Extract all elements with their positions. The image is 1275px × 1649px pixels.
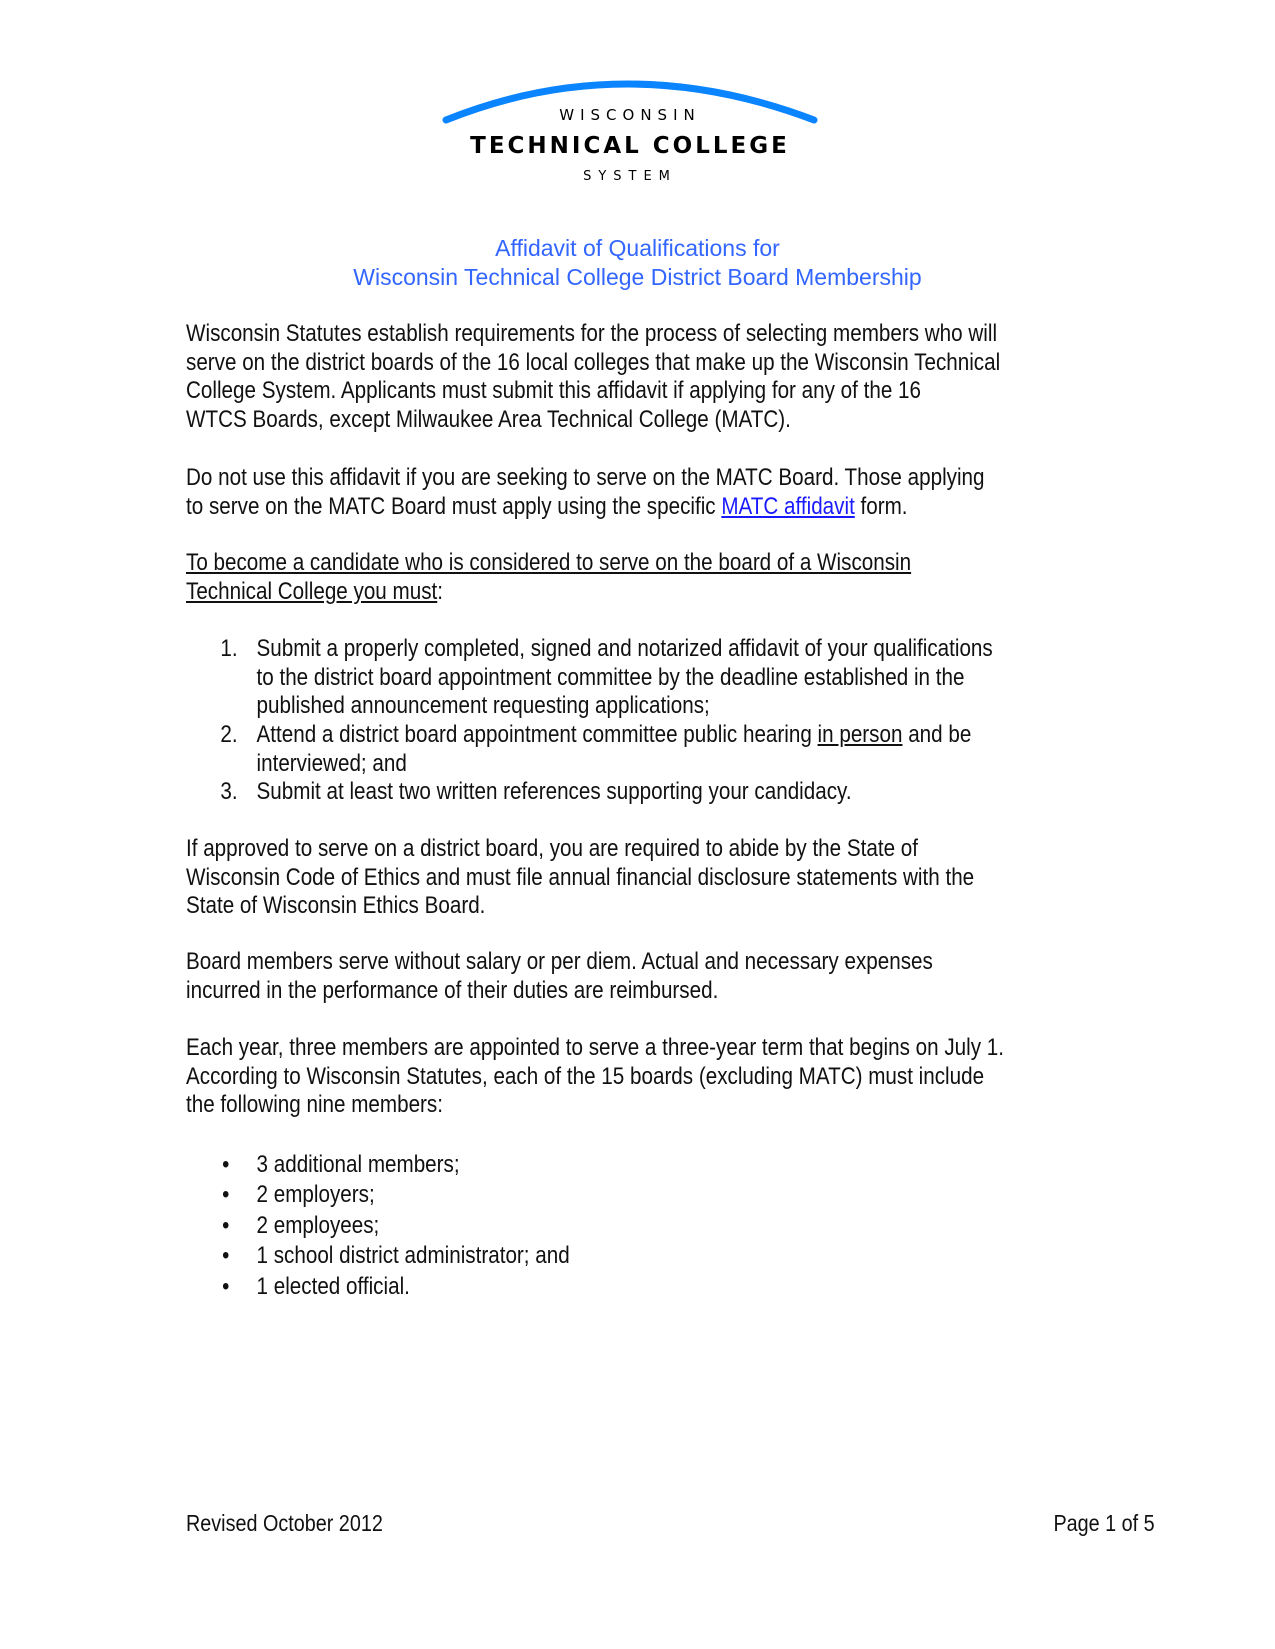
- list-item-cont: [186, 750, 993, 779]
- list-item: [186, 721, 993, 750]
- bullet-item: [186, 1180, 570, 1210]
- bullet-item: [186, 1211, 570, 1241]
- text: interviewed; and: [256, 749, 407, 777]
- text-line: incurred in the performance of their duties are reimbursed.: [186, 976, 719, 1004]
- members-list: [186, 1150, 570, 1302]
- text: Submit at least two written references supporting your candidacy.: [256, 778, 852, 806]
- bullet-item: [186, 1272, 570, 1302]
- page-number: Page 1 of 5: [1053, 1510, 1155, 1536]
- list-item-cont: [186, 664, 993, 693]
- text: 1 school district administrator; and: [256, 1242, 570, 1270]
- document-subtitle: Wisconsin Technical College District Board Membership: [353, 264, 922, 290]
- bullet-item: [186, 1241, 570, 1271]
- wtcs-logo: [440, 68, 840, 198]
- requirements-heading: [186, 549, 911, 606]
- underlined-text: in person: [817, 721, 903, 749]
- text: published announcement requesting applications;: [256, 692, 710, 720]
- list-number: 1.: [220, 635, 238, 662]
- bullet-icon: •: [222, 1211, 230, 1239]
- text-line: College System. Applicants must submit this affidavit if applying for any of the 16: [186, 377, 922, 405]
- ethics-paragraph: [186, 835, 974, 921]
- text: to serve on the MATC Board must apply using the specific: [186, 492, 722, 520]
- text-line: Board members serve without salary or per diem. Actual and necessary expenses: [186, 948, 933, 975]
- text-line: WTCS Boards, except Milwaukee Area Technical College (MATC).: [186, 406, 791, 434]
- document-title: Affidavit of Qualifications for: [495, 235, 780, 261]
- bullet-item: [186, 1150, 570, 1180]
- svg-text:SYSTEM: SYSTEM: [583, 169, 677, 184]
- intro-paragraph: [186, 320, 1000, 435]
- svg-text:TECHNICAL COLLEGE: TECHNICAL COLLEGE: [470, 133, 790, 159]
- text: form.: [854, 492, 908, 520]
- bullet-icon: •: [222, 1181, 230, 1209]
- text-line: According to Wisconsin Statutes, each of the 15 boards (excluding MATC) must include: [186, 1062, 985, 1090]
- text-line: If approved to serve on a district board, you are required to abide by the State of: [186, 835, 919, 862]
- list-number: 3.: [220, 778, 238, 806]
- text-line: Do not use this affidavit if you are seeking to serve on the MATC Board. Those applying: [186, 464, 985, 491]
- text-line: the following nine members:: [186, 1091, 443, 1119]
- text: 3 additional members;: [256, 1151, 460, 1178]
- heading-line: To become a candidate who is considered to serve on the board of a Wisconsin: [186, 549, 912, 576]
- text: Attend a district board appointment committee public hearing: [256, 721, 818, 749]
- salary-paragraph: [186, 948, 933, 1005]
- list-number: 2.: [220, 721, 238, 749]
- text: to the district board appointment committee by the deadline established in the: [256, 663, 965, 691]
- list-item: [186, 778, 993, 807]
- heading-line: Technical College you must: [186, 577, 438, 605]
- list-item: [186, 635, 993, 664]
- text: 1 elected official.: [256, 1272, 410, 1300]
- text-line: serve on the district boards of the 16 local colleges that make up the Wisconsin Technical: [186, 348, 1001, 376]
- text-line: Wisconsin Code of Ethics and must file annual financial disclosure statements with the: [186, 863, 975, 891]
- terms-paragraph: [186, 1034, 1004, 1120]
- text-line: Wisconsin Statutes establish requirements for the process of selecting members who will: [186, 320, 998, 347]
- matc-affidavit-link[interactable]: MATC affidavit: [721, 492, 855, 520]
- bullet-icon: •: [222, 1151, 230, 1178]
- revision-date: Revised October 2012: [186, 1510, 383, 1536]
- text-line: State of Wisconsin Ethics Board.: [186, 892, 486, 920]
- bullet-icon: •: [222, 1242, 230, 1270]
- text: 2 employees;: [256, 1211, 380, 1239]
- text: Submit a properly completed, signed and notarized affidavit of your qualifications: [256, 635, 993, 662]
- svg-text:WISCONSIN: WISCONSIN: [559, 106, 701, 124]
- text: and be: [902, 721, 972, 749]
- text-line: Each year, three members are appointed to serve a three-year term that begins on July 1.: [186, 1034, 1005, 1061]
- bullet-icon: •: [222, 1272, 230, 1300]
- list-item-cont: [186, 692, 993, 721]
- colon: :: [437, 577, 443, 605]
- text-line: [186, 493, 985, 522]
- text: 2 employers;: [256, 1181, 375, 1209]
- requirements-list: [186, 635, 993, 807]
- matc-paragraph: [186, 464, 985, 521]
